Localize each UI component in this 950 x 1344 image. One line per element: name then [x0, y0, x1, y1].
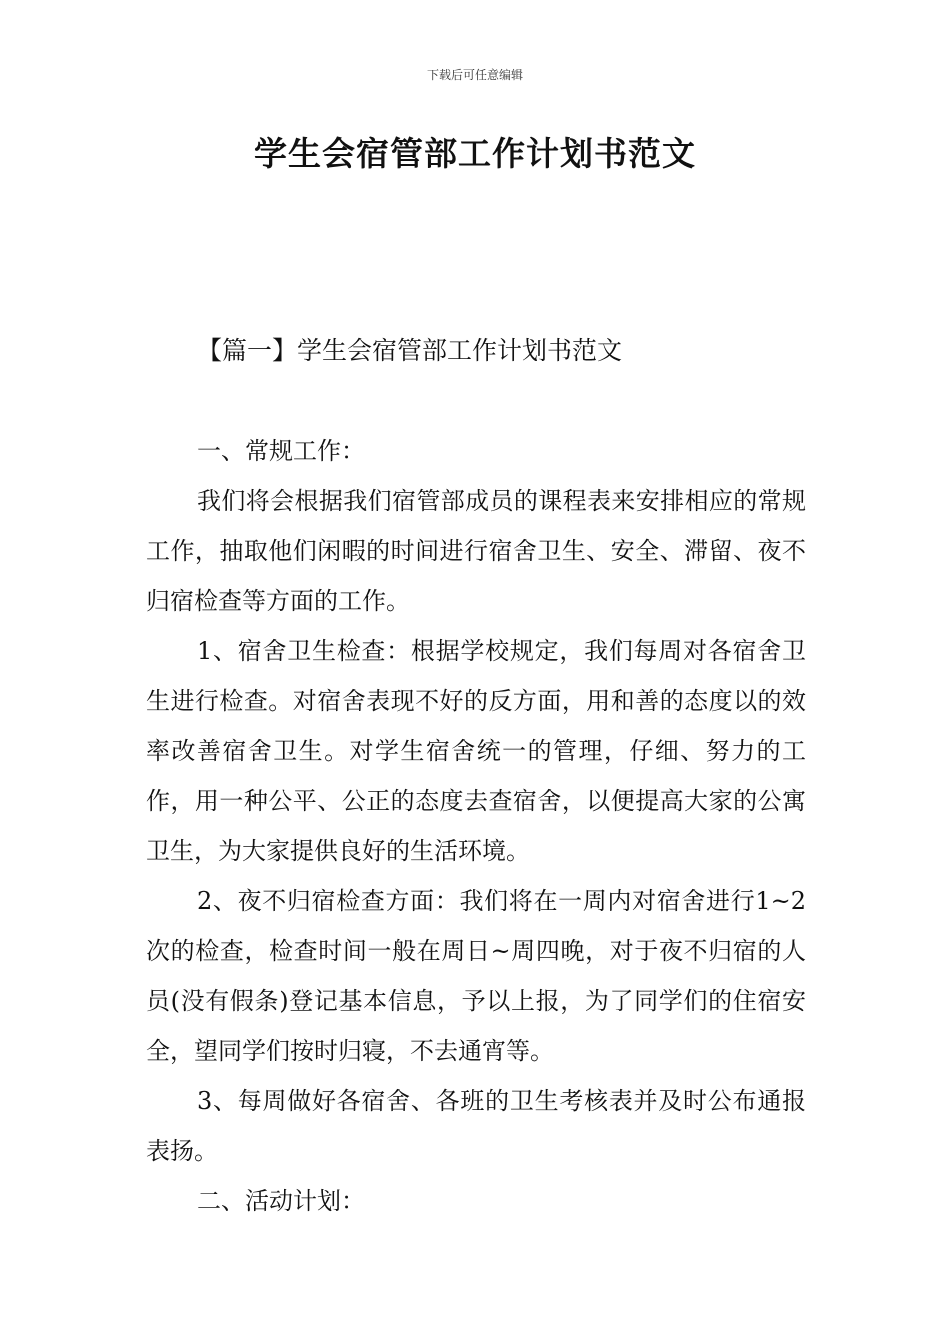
paragraph-item-2: 2、夜不归宿检查方面：我们将在一周内对宿舍进行1~2次的检查，检查时间一般在周日~周四晚，对于夜不归宿的人员(没有假条)登记基本信息，予以上报，为了同学们的住宿安全，望同学们按时归寝，不去通宵等。 — [146, 887, 806, 1065]
paragraph-item-3: 3、每周做好各宿舍、各班的卫生考核表并及时公布通报表扬。 — [146, 1087, 806, 1165]
paragraph-item-1: 1、宿舍卫生检查：根据学校规定，我们每周对各宿舍卫生进行检查。对宿舍表现不好的反方面，用和善的态度以的效率改善宿舍卫生。对学生宿舍统一的管理，仔细、努力的工作，用一种公平、公正的态度去查宿舍，以便提高大家的公寓卫生，为大家提供良好的生活环境。 — [146, 637, 806, 865]
heading-routine-work: 一、常规工作： — [197, 437, 365, 465]
document-title: 学生会宿管部工作计划书范文 — [254, 134, 696, 173]
paragraph-intro: 我们将会根据我们宿管部成员的课程表来安排相应的常规工作，抽取他们闲暇的时间进行宿舍卫生、安全、滞留、夜不归宿检查等方面的工作。 — [146, 487, 806, 615]
heading-activity-plan: 二、活动计划： — [197, 1187, 365, 1215]
document-body — [146, 426, 806, 1226]
section-heading: 【篇一】学生会宿管部工作计划书范文 — [197, 336, 623, 365]
header-note: 下载后可任意编辑 — [426, 68, 523, 82]
